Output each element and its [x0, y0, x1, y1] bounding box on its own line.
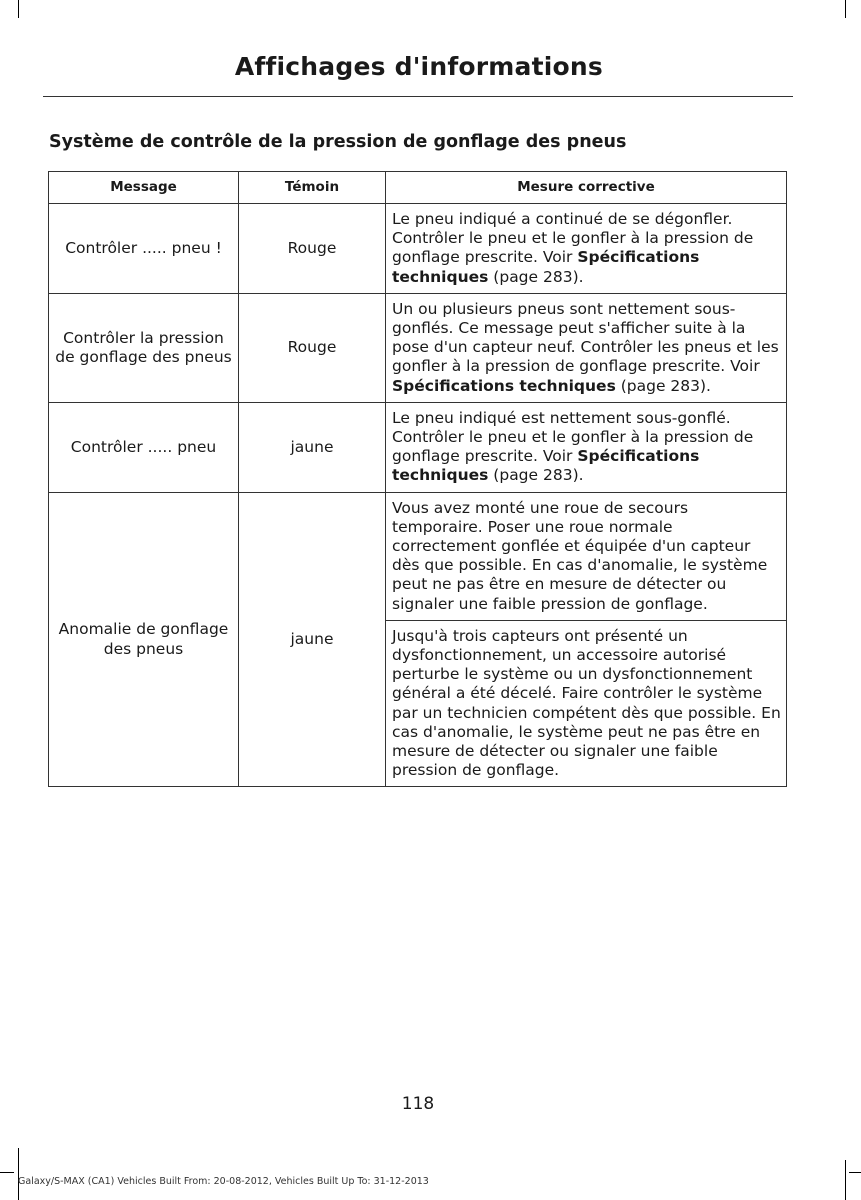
cell-mesure	[386, 204, 787, 294]
cross-reference-link[interactable]: Spécifications techniques	[392, 376, 616, 395]
cell-message: Contrôler ..... pneu !	[49, 204, 239, 294]
cell-temoin: jaune	[239, 492, 386, 787]
cross-reference-link[interactable]: Spécifications techniques	[392, 248, 700, 286]
crop-mark-top-left	[18, 0, 19, 18]
table-header-row	[49, 172, 787, 204]
cell-temoin: jaune	[239, 402, 386, 492]
cell-mesure: Vous avez monté une roue de secours temporaire. Poser une roue normale correctement gonflée et équipée d'un capteur dès que possible. En cas d'anomalie, le système peut ne pas être en mesure de détecter ou signaler une faible pression de gonflage.	[386, 492, 787, 620]
page-number: 118	[401, 1094, 435, 1114]
cell-message: Contrôler la pression de gonflage des pneus	[49, 293, 239, 402]
crop-mark-bottom-left-h	[0, 1172, 14, 1173]
cell-temoin: Rouge	[239, 293, 386, 402]
crop-mark-bottom-left-v	[18, 1148, 19, 1200]
cross-reference-link[interactable]: Spécifications techniques	[392, 447, 700, 485]
crop-mark-top-right	[845, 0, 846, 18]
page-header-title: Affichages d'informations	[234, 52, 603, 81]
tpms-message-table	[48, 171, 787, 787]
cell-mesure: Jusqu'à trois capteurs ont présenté un dysfonctionnement, un accessoire autorisé perturbe le système ou un dysfonctionnement général a été décelé. Faire contrôler le système par un technicien compétent dès que possible. En cas d'anomalie, le système peut ne pas être en mesure de détecter ou signaler une faible pression de gonflage.	[386, 620, 787, 787]
cell-mesure	[386, 402, 787, 492]
page-reference: (page 283).	[615, 376, 711, 395]
column-header-mesure: Mesure corrective	[386, 172, 787, 204]
mesure-text: Le pneu indiqué est nettement sous-gonflé. Contrôler le pneu et le gonfler à la pression de gonflage prescrite. Voir	[392, 408, 754, 466]
footer-vehicle-info: Galaxy/S-MAX (CA1) Vehicles Built From: 20-08-2012, Vehicles Built Up To: 31-12-2013	[18, 1176, 429, 1187]
cell-mesure	[386, 293, 787, 402]
cell-message: Contrôler ..... pneu	[49, 402, 239, 492]
crop-mark-bottom-right-h	[849, 1172, 861, 1173]
cell-temoin: Rouge	[239, 204, 386, 294]
crop-mark-bottom-right-v	[845, 1160, 846, 1200]
page-reference: (page 283).	[488, 466, 584, 485]
section-title: Système de contrôle de la pression de gonflage des pneus	[49, 132, 627, 152]
table-row	[49, 402, 787, 492]
column-header-temoin: Témoin	[239, 172, 386, 204]
page-reference: (page 283).	[488, 267, 584, 286]
column-header-message: Message	[49, 172, 239, 204]
mesure-text: Un ou plusieurs pneus sont nettement sous-gonflés. Ce message peut s'afficher suite à la pose d'un capteur neuf. Contrôler les pneus et les gonfler à la pression de gonflage prescrite. Voir	[392, 299, 779, 376]
mesure-text: Le pneu indiqué a continué de se dégonfler. Contrôler le pneu et le gonfler à la pression de gonflage prescrite. Voir	[392, 210, 754, 267]
header-divider	[43, 96, 793, 97]
table-row	[49, 492, 787, 620]
table-row	[49, 293, 787, 402]
table-row	[49, 204, 787, 294]
cell-message: Anomalie de gonflage des pneus	[49, 492, 239, 787]
